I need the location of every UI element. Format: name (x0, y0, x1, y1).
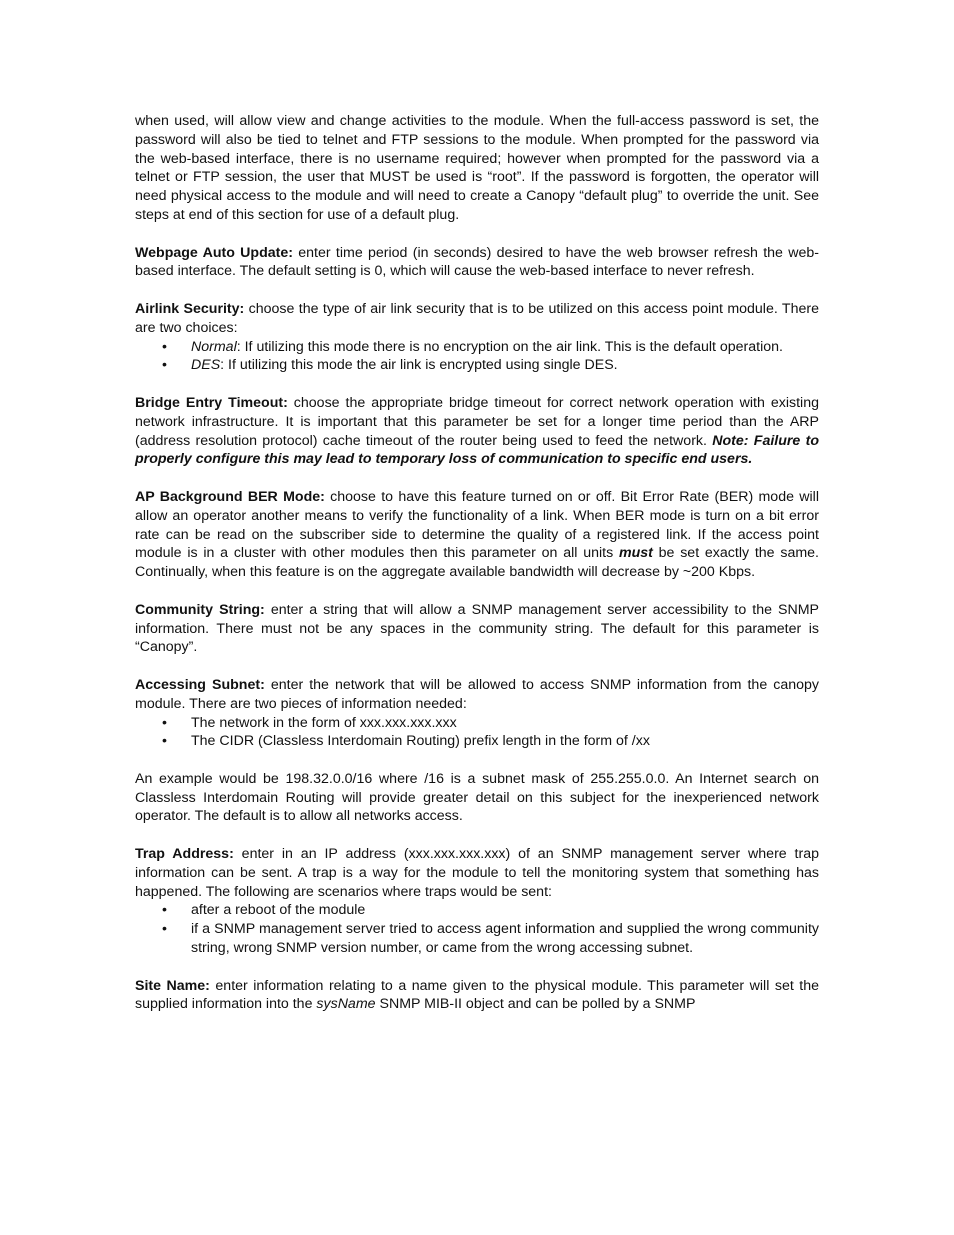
trap-address-paragraph (135, 845, 819, 901)
community-string-paragraph (135, 601, 819, 657)
bullet-icon: • (162, 902, 167, 919)
password-continuation-paragraph: when used, will allow view and change activities to the module. When the full-access password is set, the password will also be tied to telnet and FTP sessions to the module. When prompted for the password via the web-based interface, there is no username required; however when prompted for the password via a telnet or FTP session, the user that MUST be used is “root”. If the password is forgotten, the operator will need physical access to the module and will need to create a Canopy “default plug” to override the unit. See steps at end of this section for use of a default plug. (135, 113, 819, 223)
webpage-auto-update-paragraph (135, 244, 819, 282)
airlink-security-text: choose the type of air link security that is to be utilized on this access point module. There are two choices: (135, 300, 819, 336)
list-item (135, 732, 819, 751)
airlink-option-name: Normal (191, 338, 237, 355)
subnet-example-paragraph: An example would be 198.32.0.0/16 where /16 is a subnet mask of 255.255.0.0. An Internet search on Classless Interdomain Routing will provide greater detail on this subject for the inexperienced network operator. The default is to allow all networks access. (135, 770, 819, 825)
trap-scenario-text: if a SNMP management server tried to access agent information and supplied the wrong community string, wrong SNMP version number, or came from the wrong accessing subnet. (191, 921, 819, 957)
airlink-option-name: DES (191, 357, 221, 374)
airlink-option-text: : If utilizing this mode the air link is encrypted using single DES. (220, 357, 618, 374)
list-item (135, 356, 819, 375)
airlink-security-list (135, 338, 819, 376)
airlink-option-text: : If utilizing this mode there is no encryption on the air link. This is the default operation. (236, 338, 783, 355)
trap-scenarios-list (135, 901, 819, 957)
ber-mode-text: choose to have this feature turned on or off. Bit Error Rate (BER) mode will allow an operator another means to verify the functionality of a link. When BER mode is turn on a bit error rate can be read on the subscriber side to determine the quality of a registered link. If the access point module is in a cluster with other modules then this parameter on all units (135, 488, 819, 562)
bridge-entry-timeout-term: Bridge Entry Timeout: (135, 394, 288, 411)
site-name-sysname: sysName (316, 996, 376, 1013)
ber-mode-must: must (618, 545, 653, 562)
ber-mode-text-end: be set exactly the same. Continually, when this feature is on the aggregate available bandwidth will decrease by ~200 Kbps. (135, 545, 819, 581)
airlink-security-paragraph (135, 300, 819, 338)
list-item (135, 338, 819, 357)
document-page (135, 112, 819, 1014)
subnet-item-text: The CIDR (Classless Interdomain Routing) prefix length in the form of /xx (191, 733, 650, 750)
bridge-entry-timeout-note: Note: Failure to properly configure this may lead to temporary loss of communication to specific end users. (135, 432, 819, 468)
site-name-text-end: SNMP MIB-II object and can be polled by a SNMP (375, 996, 696, 1013)
subnet-item-text: The network in the form of xxx.xxx.xxx.xxx (191, 714, 457, 731)
accessing-subnet-text: enter the network that will be allowed to access SNMP information from the canopy module. There are two pieces of information needed: (135, 676, 819, 712)
accessing-subnet-term: Accessing Subnet: (135, 676, 265, 693)
accessing-subnet-paragraph (135, 676, 819, 714)
bullet-icon: • (162, 921, 167, 938)
community-string-term: Community String: (135, 601, 265, 618)
webpage-auto-update-text: enter time period (in seconds) desired to have the web browser refresh the web-based interface. The default setting is 0, which will cause the web-based interface to never refresh. (135, 244, 819, 280)
bullet-icon: • (162, 714, 167, 731)
site-name-text: enter information relating to a name given to the physical module. This parameter will set the supplied information into the (135, 977, 820, 1013)
ber-mode-term: AP Background BER Mode: (135, 488, 325, 505)
bridge-entry-timeout-text: choose the appropriate bridge timeout for correct network operation with existing network infrastructure. It is important that this parameter be set for a longer time period than the ARP (address resolution protocol) cache timeout of the router being used to feed the network. (135, 394, 819, 449)
bullet-icon: • (162, 338, 167, 355)
list-item (135, 714, 819, 733)
accessing-subnet-list (135, 714, 819, 752)
site-name-term: Site Name: (135, 977, 210, 994)
trap-address-term: Trap Address: (135, 846, 234, 863)
site-name-paragraph (135, 977, 819, 1015)
ber-mode-paragraph (135, 488, 819, 582)
trap-address-text: enter in an IP address (xxx.xxx.xxx.xxx) of an SNMP management server where trap information can be sent. A trap is a way for the module to tell the monitoring system that something has happened. The following are scenarios where traps would be sent: (135, 846, 820, 900)
bridge-entry-timeout-paragraph (135, 394, 819, 469)
list-item (135, 901, 819, 920)
list-item (135, 920, 819, 958)
community-string-text: enter a string that will allow a SNMP management server accessibility to the SNMP information. There must not be any spaces in the community string. The default for this parameter is “Canopy”. (135, 601, 819, 656)
bullet-icon: • (162, 733, 167, 750)
bullet-icon: • (162, 357, 167, 374)
airlink-security-term: Airlink Security: (135, 300, 245, 317)
webpage-auto-update-term: Webpage Auto Update: (135, 244, 293, 261)
trap-scenario-text: after a reboot of the module (191, 902, 366, 919)
